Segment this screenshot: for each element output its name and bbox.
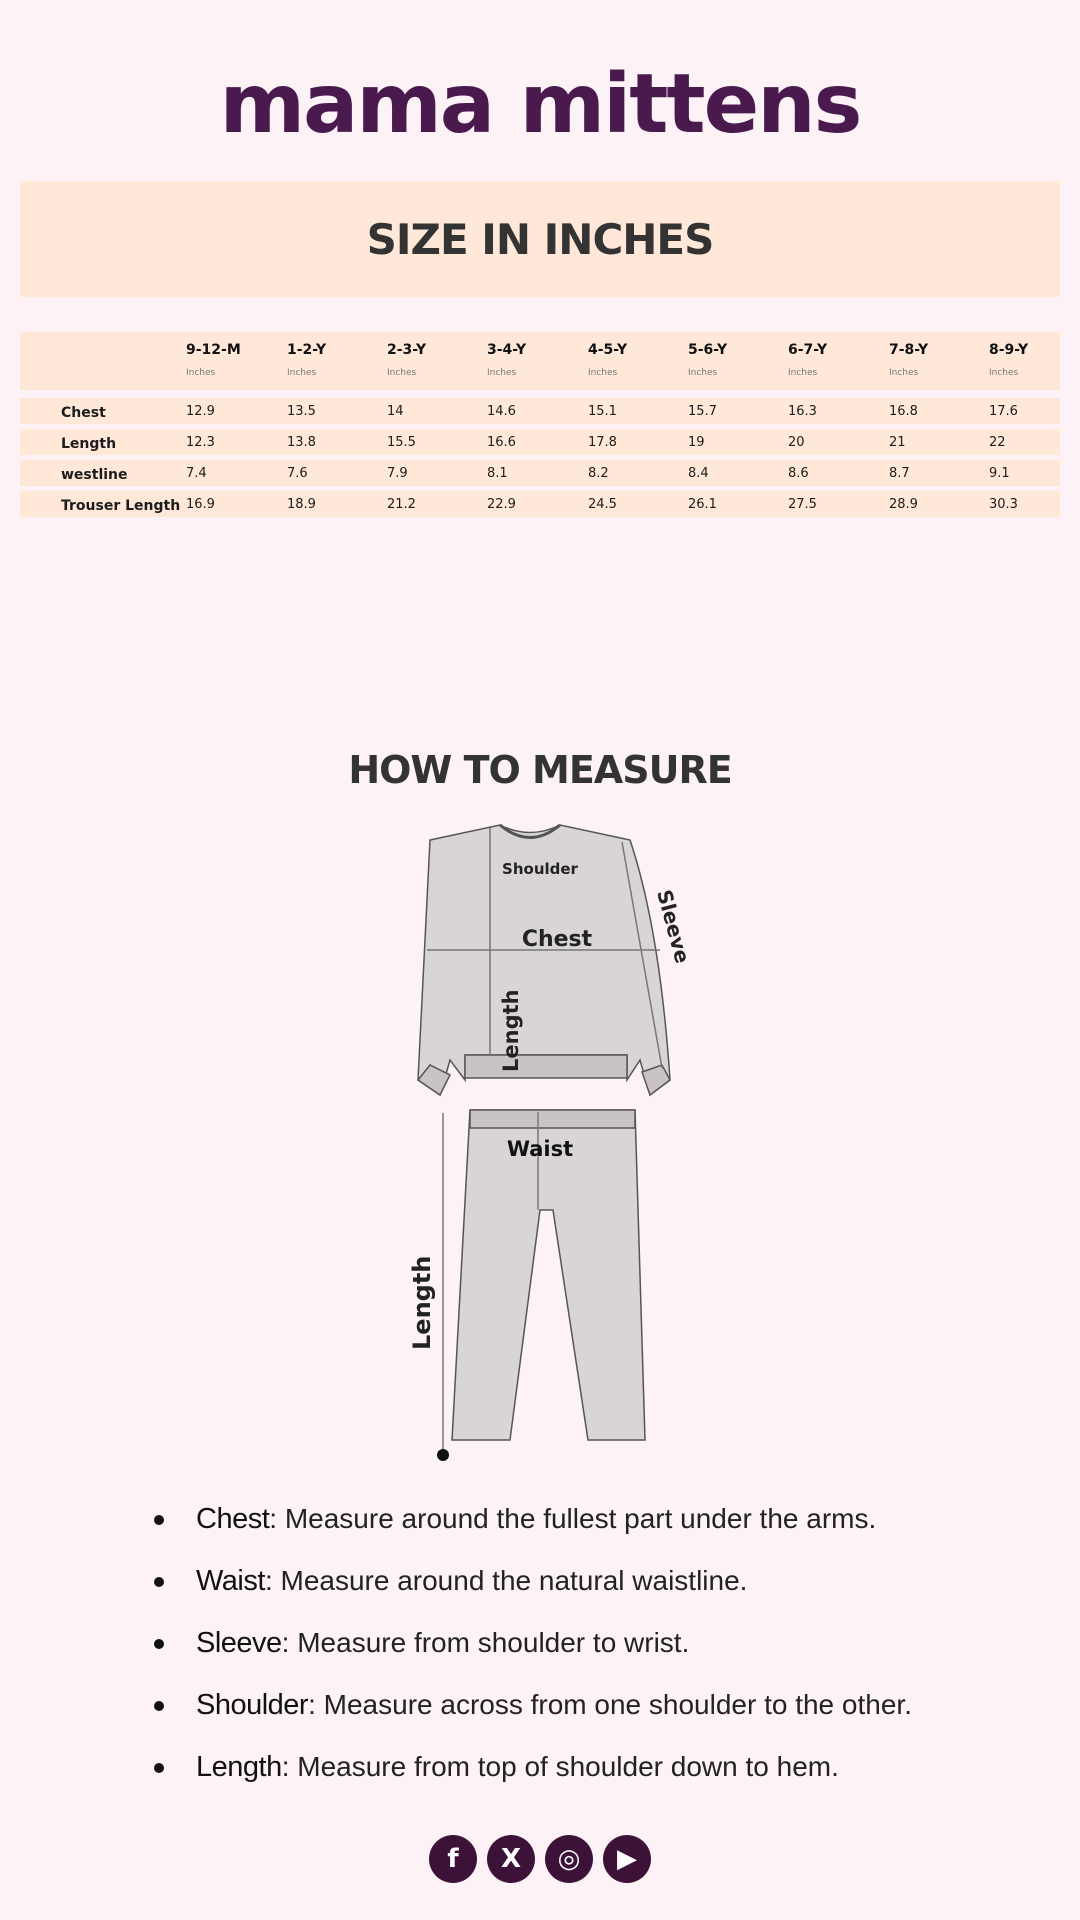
table-cell: 22.9 [487,497,516,512]
pant-length-label: Length [408,1255,436,1350]
size-label: 4-5-Y [588,342,628,358]
unit-label: Inches [788,368,818,378]
instruction-term: Waist [196,1565,265,1597]
table-cell: 20 [788,435,805,450]
size-column-header [588,342,627,378]
unit-label: Inches [889,368,919,378]
size-table [20,332,1060,522]
table-cell: 21.2 [387,497,416,512]
table-cell: 15.7 [688,404,717,419]
instruction-term: Length [196,1751,282,1783]
table-cell: 26.1 [688,497,717,512]
social-links [0,1835,1080,1883]
measure-section-title: HOW TO MEASURE [348,748,732,792]
table-cell: 7.6 [287,466,308,481]
instruction-text: : Measure from top of shoulder down to hem. [281,1751,839,1782]
measurement-diagram [370,810,720,1470]
table-cell: 8.4 [688,466,709,481]
shoulder-label: Shoulder [502,860,578,878]
list-item [148,1674,1048,1736]
table-row-westline [20,460,1060,486]
x-icon[interactable]: X [487,1835,535,1883]
row-label: westline [61,467,128,483]
unit-label: Inches [588,368,618,378]
waist-label: Waist [506,1137,574,1161]
table-cell: 16.8 [889,404,918,419]
size-label: 8-9-Y [989,342,1029,358]
table-cell: 8.2 [588,466,609,481]
instruction-text: : Measure around the fullest part under the arms. [269,1503,877,1534]
size-column-header [387,342,426,378]
table-cell: 9.1 [989,466,1010,481]
table-cell: 14.6 [487,404,516,419]
size-label: 2-3-Y [387,342,427,358]
list-item [148,1736,1048,1798]
size-column-header [487,342,526,378]
unit-label: Inches [487,368,517,378]
unit-label: Inches [186,368,216,378]
table-cell: 30.3 [989,497,1018,512]
brand-logo[interactable]: mama mittens [219,57,861,152]
size-section-title: SIZE IN INCHES [366,214,714,264]
table-row-chest [20,398,1060,424]
table-cell: 7.9 [387,466,408,481]
size-label: 3-4-Y [487,342,527,358]
top-length-label: Length [499,989,523,1072]
row-label: Chest [61,405,106,421]
instruction-text: : Measure around the natural waistline. [264,1565,748,1596]
table-cell: 8.1 [487,466,508,481]
table-row-length [20,429,1060,455]
unit-label: Inches [688,368,718,378]
table-cell: 21 [889,435,906,450]
table-cell: 12.3 [186,435,215,450]
row-label: Trouser Length [61,498,181,514]
table-cell: 15.5 [387,435,416,450]
table-cell: 14 [387,404,404,419]
unit-label: Inches [287,368,317,378]
instruction-term: Shoulder [196,1689,309,1721]
table-cell: 16.9 [186,497,215,512]
size-column-header [889,342,928,378]
table-cell: 8.7 [889,466,910,481]
table-row-trouser-length [20,491,1060,517]
instagram-icon[interactable]: ◎ [545,1835,593,1883]
youtube-icon[interactable]: ▶ [603,1835,651,1883]
instruction-term: Sleeve [196,1627,282,1659]
size-label: 7-8-Y [889,342,929,358]
length-end-marker [437,1449,449,1461]
instruction-text: : Measure across from one shoulder to the other. [308,1689,912,1720]
table-cell: 18.9 [287,497,316,512]
chest-label: Chest [521,927,593,952]
table-cell: 17.6 [989,404,1018,419]
size-label: 5-6-Y [688,342,728,358]
table-cell: 8.6 [788,466,809,481]
instruction-text: : Measure from shoulder to wrist. [281,1627,690,1658]
table-cell: 15.1 [588,404,617,419]
size-label: 6-7-Y [788,342,828,358]
table-cell: 12.9 [186,404,215,419]
size-banner [20,181,1060,297]
table-cell: 13.8 [287,435,316,450]
size-column-header [186,342,241,378]
instruction-term: Chest [196,1503,270,1535]
list-item [148,1612,1048,1674]
facebook-icon[interactable]: f [429,1835,477,1883]
size-column-header [989,342,1028,378]
list-item [148,1550,1048,1612]
table-cell: 16.3 [788,404,817,419]
unit-label: Inches [989,368,1019,378]
table-cell: 19 [688,435,705,450]
size-table-header [20,332,1060,390]
table-cell: 27.5 [788,497,817,512]
table-cell: 13.5 [287,404,316,419]
row-label: Length [61,436,117,452]
table-cell: 7.4 [186,466,207,481]
table-cell: 16.6 [487,435,516,450]
measurement-instructions [148,1488,1048,1798]
unit-label: Inches [387,368,417,378]
table-cell: 24.5 [588,497,617,512]
size-column-header [287,342,326,378]
size-column-header [788,342,827,378]
sleeve-label: Sleeve [652,887,695,966]
table-cell: 17.8 [588,435,617,450]
size-label: 9-12-M [186,342,241,358]
size-column-header [688,342,727,378]
table-cell: 22 [989,435,1006,450]
size-label: 1-2-Y [287,342,327,358]
list-item [148,1488,1048,1550]
table-cell: 28.9 [889,497,918,512]
